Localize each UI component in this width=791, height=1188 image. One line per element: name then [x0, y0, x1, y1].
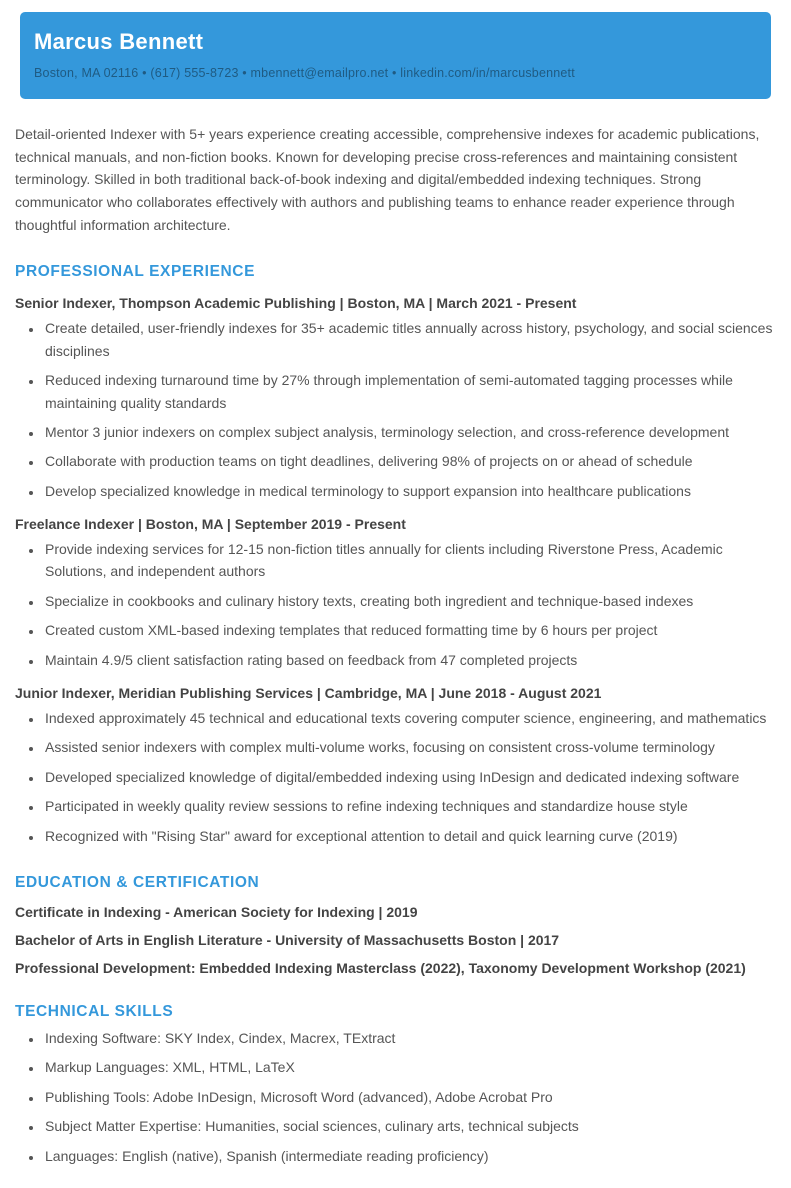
bullet-item: • Recognized with "Rising Star" award for exceptional attention to detail and quick learning curve (2019) — [43, 825, 776, 847]
education-item: Certificate in Indexing - American Society for Indexing | 2019 — [15, 904, 418, 920]
summary-paragraph: Detail-oriented Indexer with 5+ years experience creating accessible, comprehensive indexes for academic publications, technical manuals, and non-fiction books. Known for developing precise cross-references and maintaining consistent terminology. Skilled in both traditional back-of-book indexing and digital/embedded indexing techniques. Strong communicator who collaborates effectively with authors and publishing teams to enhance reader experience through thoughtful information architecture. — [15, 126, 760, 233]
bullet-item: • Indexed approximately 45 technical and educational texts covering computer science, engineering, and mathematics — [43, 707, 776, 729]
bullet-item: • Mentor 3 junior indexers on complex subject analysis, terminology selection, and cross-reference development — [43, 421, 776, 443]
bullet-item: • Reduced indexing turnaround time by 27% through implementation of semi-automated tagging processes while maintaining quality standards — [43, 369, 776, 414]
job-title: Junior Indexer, Meridian Publishing Services | Cambridge, MA | June 2018 - August 2021 — [15, 685, 602, 702]
skill-item: • Languages: English (native), Spanish (intermediate reading proficiency) — [43, 1145, 776, 1167]
job-block — [15, 295, 776, 502]
skill-item: • Markup Languages: XML, HTML, LaTeX — [43, 1056, 776, 1078]
job-block — [15, 516, 776, 671]
section-title-education: EDUCATION & CERTIFICATION — [15, 874, 260, 891]
job-title: Senior Indexer, Thompson Academic Publishing | Boston, MA | March 2021 - Present — [15, 295, 577, 312]
bullet-item: • Provide indexing services for 12-15 non-fiction titles annually for clients including Riverstone Press, Academic Solutions, and independent authors — [43, 538, 776, 583]
job-title: Freelance Indexer | Boston, MA | September 2019 - Present — [15, 516, 406, 533]
name-heading: Marcus Bennett — [34, 29, 204, 54]
job-bullet-list — [15, 538, 776, 671]
education-block — [15, 904, 776, 976]
skill-item: • Subject Matter Expertise: Humanities, social sciences, culinary arts, technical subjects — [43, 1115, 776, 1137]
education-item: Professional Development: Embedded Indexing Masterclass (2022), Taxonomy Development Workshop (2021) — [15, 960, 746, 976]
contact-info: Boston, MA 02116 • (617) 555-8723 • mbennett@emailpro.net • linkedin.com/in/marcusbennett — [34, 66, 575, 80]
section-title-skills: TECHNICAL SKILLS — [15, 1003, 174, 1020]
bullet-item: • Collaborate with production teams on tight deadlines, delivering 98% of projects on or ahead of schedule — [43, 450, 776, 472]
skill-item: • Publishing Tools: Adobe InDesign, Microsoft Word (advanced), Adobe Acrobat Pro — [43, 1086, 776, 1108]
job-bullet-list — [15, 707, 776, 847]
bullet-item: • Created custom XML-based indexing templates that reduced formatting time by 6 hours per project — [43, 619, 776, 641]
bullet-item: • Create detailed, user-friendly indexes for 35+ academic titles annually across history, psychology, and social sciences disciplines — [43, 317, 776, 362]
education-item: Bachelor of Arts in English Literature - University of Massachusetts Boston | 2017 — [15, 932, 560, 948]
section-title-experience: PROFESSIONAL EXPERIENCE — [15, 263, 256, 281]
job-bullet-list — [15, 317, 776, 502]
bullet-item: • Participated in weekly quality review sessions to refine indexing techniques and standardize house style — [43, 795, 776, 817]
bullet-item: • Specialize in cookbooks and culinary history texts, creating both ingredient and technique-based indexes — [43, 590, 776, 612]
bullet-item: • Developed specialized knowledge of digital/embedded indexing using InDesign and dedicated indexing software — [43, 766, 776, 788]
job-block — [15, 685, 776, 847]
skill-item: • Indexing Software: SKY Index, Cindex, Macrex, TExtract — [43, 1027, 776, 1049]
bullet-item: • Maintain 4.9/5 client satisfaction rating based on feedback from 47 completed projects — [43, 649, 776, 671]
resume-header — [20, 12, 771, 99]
skills-list — [15, 1027, 776, 1167]
bullet-item: • Develop specialized knowledge in medical terminology to support expansion into healthcare publications — [43, 480, 776, 502]
bullet-item: • Assisted senior indexers with complex multi-volume works, focusing on consistent cross-volume terminology — [43, 736, 776, 758]
